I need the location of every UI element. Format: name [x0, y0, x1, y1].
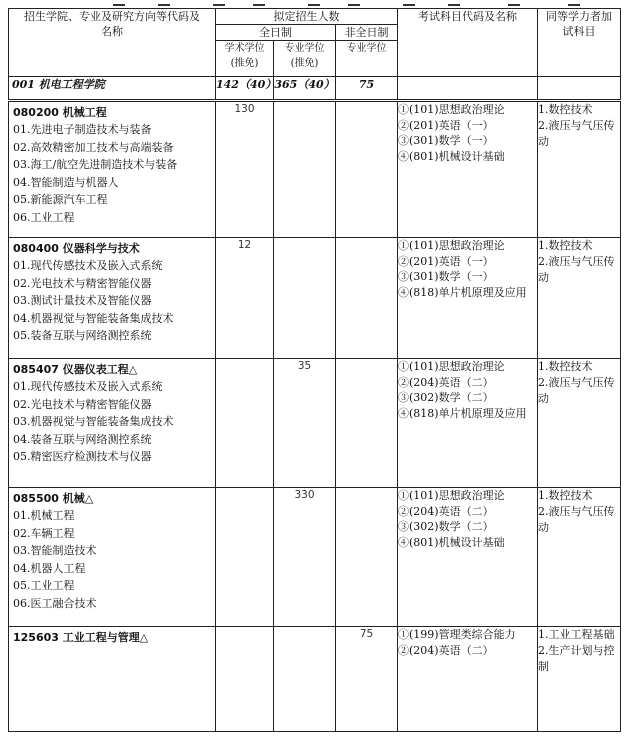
direction-item: 01.先进电子制造技术与装备: [13, 123, 152, 136]
parttime-header: 非全日制: [336, 25, 398, 41]
exam-item: ④(818)单片机原理及应用: [398, 406, 527, 420]
extra-item: 1.数控技术: [538, 103, 593, 116]
direction-item: 03.海工/航空先进制造技术与装备: [13, 158, 178, 171]
direction-item: 05.装备互联与网络测控系统: [13, 329, 152, 342]
major-title: 125603 工业工程与管理△: [13, 631, 149, 644]
extra-subjects: [538, 101, 621, 238]
academic-count: [216, 627, 274, 732]
exam-item: ②(201)英语（一）: [398, 118, 494, 132]
direction-item: 02.光电技术与精密智能仪器: [13, 397, 152, 411]
parttime-count: [336, 101, 398, 238]
academic-count: 130: [216, 101, 274, 238]
direction-item: 03.机器视觉与智能装备集成技术: [13, 415, 174, 428]
major-cell: [9, 627, 216, 732]
admission-plan-table: [8, 8, 621, 732]
extra-subjects-header: 同等学力者加试科目: [538, 9, 621, 77]
direction-item: 04.智能制造与机器人: [13, 175, 119, 189]
exam-subjects: [398, 488, 538, 627]
major-row: [9, 359, 621, 488]
extra-subjects: [538, 488, 621, 627]
exam-item: ②(201)英语（一）: [398, 254, 494, 268]
extra-subjects: [538, 359, 621, 488]
major-title: 080200 机械工程: [13, 106, 107, 119]
exam-item: ①(101)思想政治理论: [398, 103, 505, 116]
college-row: [9, 77, 621, 101]
direction-item: 02.车辆工程: [13, 526, 75, 540]
exam-item: ③(302)数学（二）: [398, 520, 494, 533]
exam-item: ①(199)管理类综合能力: [398, 628, 516, 641]
extra-subjects: [538, 627, 621, 732]
direction-item: 03.测试计量技术及智能仪器: [13, 294, 152, 307]
major-title: 080400 仪器科学与技术: [13, 242, 140, 255]
professional-count: 330: [274, 488, 336, 627]
extra-item: 2.液压与气压传动: [538, 255, 615, 284]
planned-enrollment-header: 拟定招生人数: [216, 9, 398, 25]
extra-item: 2.液压与气压传动: [538, 505, 615, 534]
extra-item: 1.工业工程基础: [538, 628, 615, 641]
exam-item: ②(204)英语（二）: [398, 504, 494, 518]
major-row: [9, 627, 621, 732]
direction-item: 02.光电技术与精密智能仪器: [13, 276, 152, 290]
direction-item: 01.机械工程: [13, 509, 75, 522]
parttime-count: [336, 238, 398, 359]
major-row: [9, 238, 621, 359]
exam-item: ④(818)单片机原理及应用: [398, 285, 527, 299]
exam-item: ④(801)机械设计基础: [398, 535, 505, 549]
direction-item: 04.装备互联与网络测控系统: [13, 432, 152, 446]
exam-item: ①(101)思想政治理论: [398, 360, 505, 373]
direction-item: 04.机器视觉与智能装备集成技术: [13, 311, 174, 325]
professional-count: [274, 627, 336, 732]
academic-count: [216, 488, 274, 627]
exam-subjects-header: 考试科目代码及名称: [398, 9, 538, 77]
college-academic-count: 142（40）: [216, 77, 274, 101]
cut-off-previous-row: [8, 0, 620, 8]
academic-degree-header: 学术学位 (推免): [216, 41, 274, 77]
exam-subjects: [398, 238, 538, 359]
exam-item: ②(204)英语（二）: [398, 643, 494, 657]
direction-item: 01.现代传感技术及嵌入式系统: [13, 380, 163, 393]
exam-item: ④(801)机械设计基础: [398, 149, 505, 163]
exam-item: ①(101)思想政治理论: [398, 489, 505, 502]
direction-item: 01.现代传感技术及嵌入式系统: [13, 259, 163, 272]
fulltime-header: 全日制: [216, 25, 336, 41]
direction-item: 03.智能制造技术: [13, 544, 97, 557]
major-title: 085407 仪器仪表工程△: [13, 363, 138, 376]
extra-item: 2.液压与气压传动: [538, 376, 615, 405]
academic-count: [216, 359, 274, 488]
extra-item: 1.数控技术: [538, 489, 593, 502]
direction-item: 05.精密医疗检测技术与仪器: [13, 450, 152, 463]
exam-item: ②(204)英语（二）: [398, 375, 494, 389]
major-row: [9, 488, 621, 627]
exam-item: ③(301)数学（一）: [398, 134, 494, 147]
extra-item: 1.数控技术: [538, 360, 593, 373]
direction-item: 05.工业工程: [13, 579, 75, 592]
direction-item: 02.高效精密加工技术与高端装备: [13, 140, 174, 154]
professional-count: [274, 101, 336, 238]
exam-subjects: [398, 627, 538, 732]
professional-degree-header: 专业学位 (推免): [274, 41, 336, 77]
college-name: 001 机电工程学院: [9, 77, 216, 101]
direction-item: 05.新能源汽车工程: [13, 193, 108, 206]
extra-subjects: [538, 238, 621, 359]
parttime-count: [336, 359, 398, 488]
college-professional-count: 365（40）: [274, 77, 336, 101]
college-parttime-count: 75: [336, 77, 398, 101]
extra-item: 1.数控技术: [538, 239, 593, 252]
extra-item: 2.液压与气压传动: [538, 119, 615, 148]
exam-subjects: [398, 359, 538, 488]
major-cell: [9, 238, 216, 359]
academic-count: 12: [216, 238, 274, 359]
major-row: [9, 101, 621, 238]
exam-item: ①(101)思想政治理论: [398, 239, 505, 252]
parttime-count: [336, 488, 398, 627]
exam-subjects: [398, 101, 538, 238]
major-cell: [9, 359, 216, 488]
direction-item: 06.医工融合技术: [13, 596, 97, 610]
exam-item: ③(301)数学（一）: [398, 270, 494, 283]
parttime-professional-header: 专业学位: [336, 41, 398, 77]
professional-count: [274, 238, 336, 359]
major-title: 085500 机械△: [13, 492, 94, 505]
professional-count: 35: [274, 359, 336, 488]
extra-item: 2.生产计划与控制: [538, 644, 615, 673]
direction-item: 04.机器人工程: [13, 561, 86, 575]
major-cell: [9, 488, 216, 627]
direction-item: 06.工业工程: [13, 210, 75, 224]
parttime-count: 75: [336, 627, 398, 732]
unit-major-header: 招生学院、专业及研究方向等代码及名称: [9, 9, 216, 77]
exam-item: ③(302)数学（二）: [398, 391, 494, 404]
major-cell: [9, 101, 216, 238]
